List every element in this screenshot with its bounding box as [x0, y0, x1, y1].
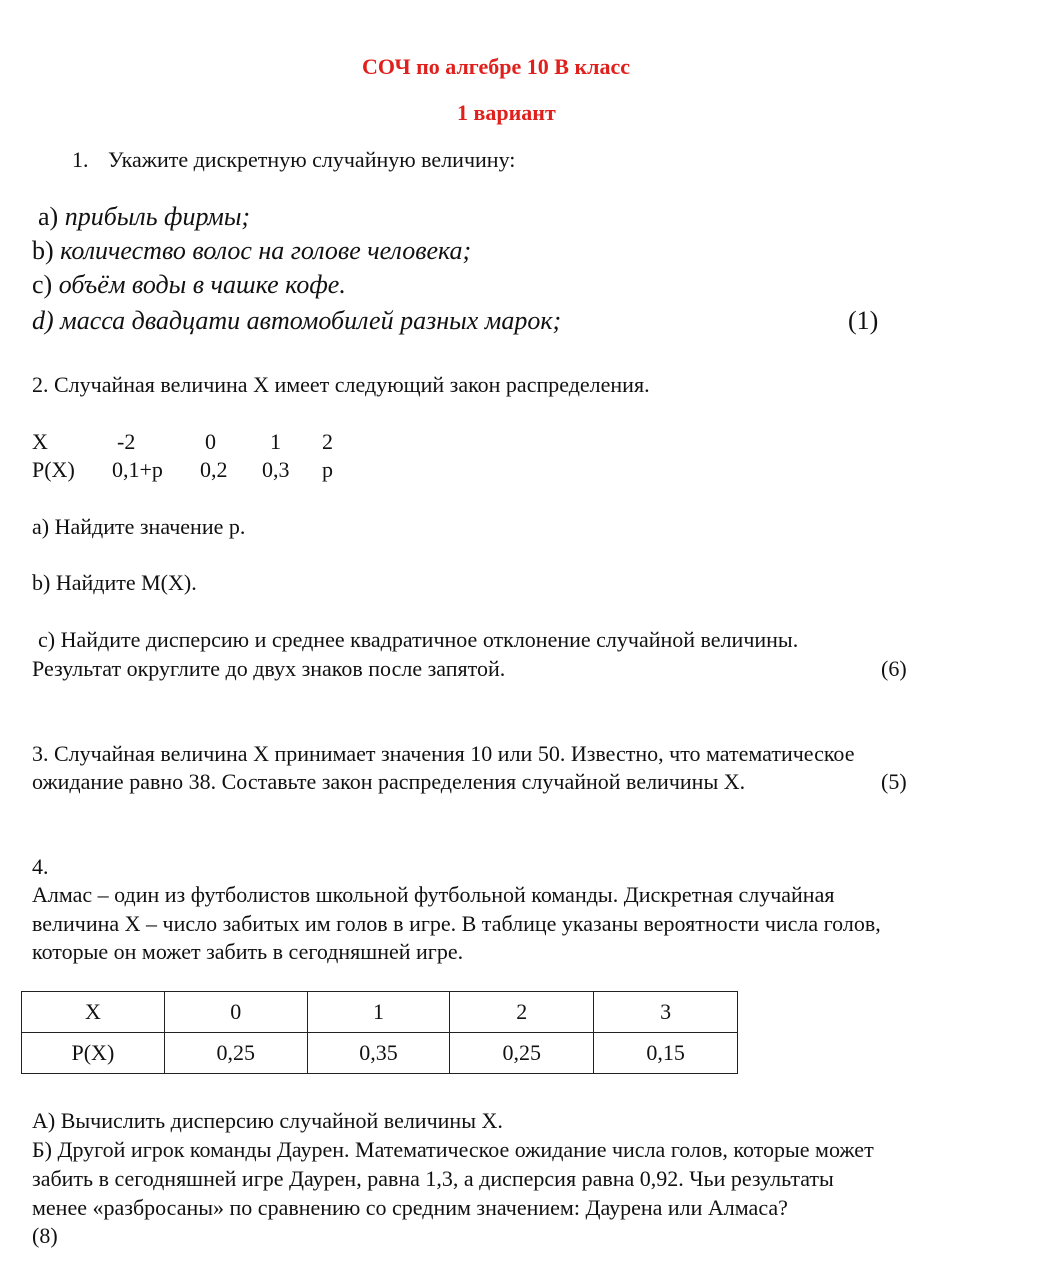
- q1-number: 1.: [72, 147, 89, 172]
- q2-points: (6): [881, 656, 907, 681]
- q1-option-c-text: объём воды в чашке кофе.: [58, 270, 346, 299]
- table-cell: P(X): [22, 1033, 165, 1074]
- q1-option-b: [32, 236, 471, 266]
- table-cell: X: [22, 992, 165, 1033]
- q4-line3: которые он может забить в сегодняшней игре.: [32, 939, 464, 964]
- q4-part-a: А) Вычислить дисперсию случайной величины X.: [32, 1108, 503, 1133]
- q2-table-x-value: 1: [270, 429, 281, 454]
- table-row: [22, 992, 738, 1033]
- table-cell: 3: [594, 992, 738, 1033]
- table-cell: 2: [450, 992, 594, 1033]
- table-row: [22, 1033, 738, 1074]
- q3-points: (5): [881, 769, 907, 794]
- q3-line1: 3. Случайная величина X принимает значения 10 или 50. Известно, что математическое: [32, 741, 855, 766]
- q1-option-c-label: c): [32, 270, 53, 299]
- q2-part-c-line1: c) Найдите дисперсию и среднее квадратичное отклонение случайной величины.: [38, 627, 799, 652]
- q4-part-b-line2: забить в сегодняшней игре Даурен, равна 1,3, а дисперсия равна 0,92. Чьи результаты: [32, 1166, 834, 1191]
- q2-part-a: a) Найдите значение p.: [32, 514, 246, 539]
- table-cell: 0,35: [307, 1033, 450, 1074]
- q2-table-x-value: 2: [322, 429, 333, 454]
- q4-points: (8): [32, 1223, 58, 1248]
- q4-line2: величина X – число забитых им голов в игре. В таблице указаны вероятности числа голов,: [32, 911, 881, 936]
- q1-option-b-text: количество волос на голове человека;: [60, 236, 472, 265]
- q2-table-p-value: 0,3: [262, 457, 290, 482]
- q1-option-d-text: масса двадцати автомобилей разных марок;: [60, 306, 562, 335]
- q1-option-d-label: d): [32, 306, 54, 335]
- q4-line1: Алмас – один из футболистов школьной футбольной команды. Дискретная случайная: [32, 882, 835, 907]
- q1-question: Укажите дискретную случайную величину:: [108, 147, 516, 172]
- q1-option-d: [32, 306, 561, 336]
- q2-table-p-label: P(X): [32, 457, 75, 482]
- q3-line2: ожидание равно 38. Составьте закон распределения случайной величины X.: [32, 769, 746, 794]
- q4-part-b-line3: менее «разбросаны» по сравнению со средним значением: Даурена или Алмаса?: [32, 1195, 788, 1220]
- q2-text: 2. Случайная величина X имеет следующий закон распределения.: [32, 372, 650, 397]
- q1-option-c: [32, 270, 346, 300]
- q1-option-b-label: b): [32, 236, 54, 265]
- variant-title: 1 вариант: [457, 100, 556, 125]
- q2-part-c-line2: Результат округлите до двух знаков после запятой.: [32, 656, 506, 681]
- q2-table-p-value: p: [322, 457, 333, 482]
- q2-table-x-value: 0: [205, 429, 216, 454]
- q2-table-p-value: 0,1+p: [112, 457, 163, 482]
- q4-part-b-line1: Б) Другой игрок команды Даурен. Математическое ожидание числа голов, которые может: [32, 1137, 874, 1162]
- q1-option-a-text: прибыль фирмы;: [64, 202, 251, 231]
- q1-option-a: [38, 202, 250, 232]
- table-cell: 0,25: [164, 1033, 307, 1074]
- q1-points: (1): [848, 306, 879, 335]
- q4-distribution-table: [21, 991, 738, 1074]
- table-cell: 0: [164, 992, 307, 1033]
- q2-table-x-label: X: [32, 429, 48, 454]
- table-cell: 1: [307, 992, 450, 1033]
- q1-option-a-label: a): [38, 202, 59, 231]
- table-cell: 0,15: [594, 1033, 738, 1074]
- q2-table-x-value: -2: [117, 429, 136, 454]
- q2-table-p-value: 0,2: [200, 457, 228, 482]
- q4-number: 4.: [32, 854, 49, 879]
- table-cell: 0,25: [450, 1033, 594, 1074]
- q2-part-b: b) Найдите M(X).: [32, 570, 197, 595]
- page-title: СОЧ по алгебре 10 В класс: [362, 54, 630, 79]
